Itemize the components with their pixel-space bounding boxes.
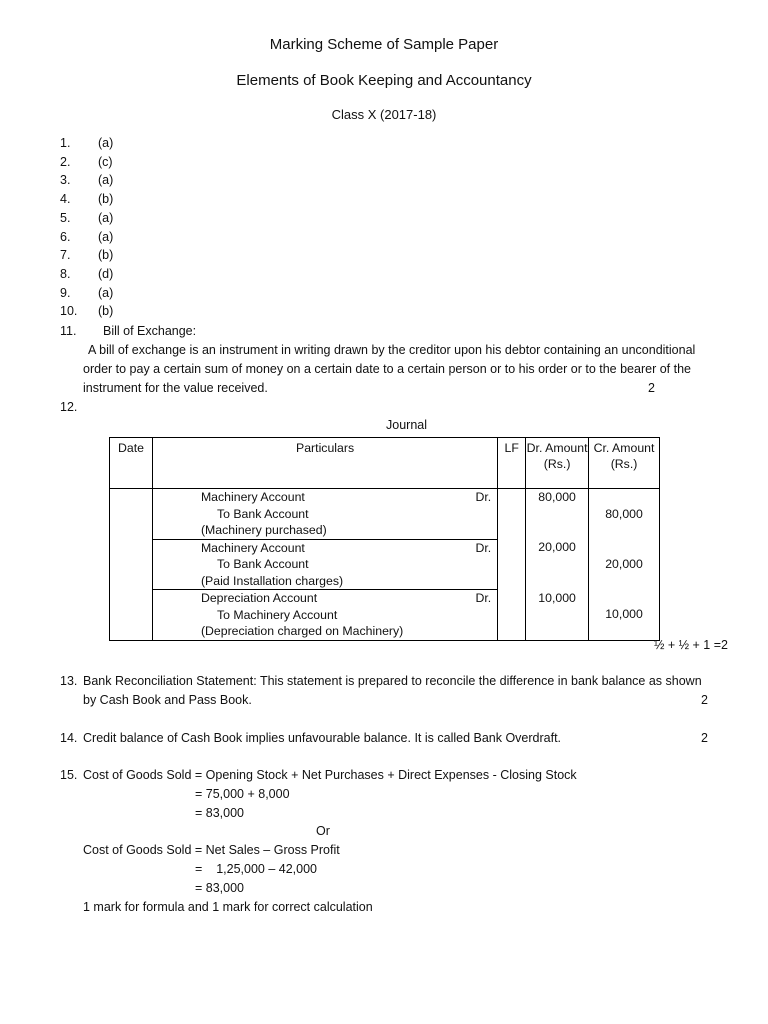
credit-account: To Bank Account [216, 506, 309, 521]
q11-marks: 2 [648, 381, 655, 395]
answer-number: 5. [60, 210, 71, 225]
narration: (Machinery purchased) [200, 523, 327, 537]
journal-header-row [110, 438, 660, 489]
q13-marks: 2 [701, 693, 708, 707]
class-line: Class X (2017-18) [331, 107, 437, 122]
q13-line-2: by Cash Book and Pass Book. [83, 693, 252, 707]
debit-account: Machinery Account [200, 540, 305, 555]
q11-line-1: A bill of exchange is an instrument in writing drawn by the creditor upon his debtor containing an unconditional [88, 343, 696, 357]
q15-calc-2a: = 1,25,000 – 42,000 [195, 862, 317, 876]
dr-amount-label: Dr. Amount (Rs.) [526, 441, 588, 471]
answer-number: 4. [60, 192, 71, 207]
debit-account: Machinery Account [200, 490, 305, 504]
answer-number: 2. [60, 154, 71, 169]
answer-option: (a) [98, 173, 114, 188]
page-subtitle: Elements of Book Keeping and Accountancy [236, 72, 532, 89]
q11-line-3: instrument for the value received. [83, 381, 268, 395]
answer-option: (c) [98, 154, 113, 169]
answer-number: 1. [60, 136, 71, 150]
dr-marker: Dr. [475, 540, 492, 555]
q15-calc-1a: = 75,000 + 8,000 [195, 787, 290, 801]
answer-option: (d) [98, 266, 114, 281]
cr-amount-cell [589, 489, 660, 540]
q15-calc-2b: = 83,000 [195, 881, 245, 895]
dr-amount: 10,000 [538, 590, 576, 605]
answer-option: (b) [98, 304, 114, 319]
q11-number: 11. [60, 324, 77, 338]
particulars-cell [152, 489, 497, 540]
particulars-cell [152, 590, 497, 641]
journal-title: Journal [386, 418, 427, 432]
q15-or: Or [316, 824, 330, 838]
answer-option: (a) [98, 285, 114, 300]
answer-option: (a) [98, 136, 114, 150]
cr-amount-label: Cr. Amount (Rs.) [593, 441, 655, 471]
journal-entry [110, 539, 660, 590]
q11-heading: Bill of Exchange: [103, 324, 197, 338]
dr-marker: Dr. [475, 591, 492, 605]
cr-amount: 20,000 [605, 556, 643, 571]
journal-entry [110, 489, 660, 540]
cr-amount: 10,000 [605, 607, 643, 621]
q15-note: 1 mark for formula and 1 mark for correct calculation [83, 900, 373, 914]
page-title: Marking Scheme of Sample Paper [269, 36, 499, 53]
q13-number: 13. [60, 674, 78, 688]
col-date: Date [110, 438, 153, 489]
q15-formula-1: Cost of Goods Sold = Opening Stock + Net Purchases + Direct Expenses - Closing Stock [83, 768, 577, 782]
cr-amount: 80,000 [605, 506, 643, 521]
credit-account: To Machinery Account [216, 607, 338, 622]
dr-marker: Dr. [475, 490, 492, 504]
answer-number: 8. [60, 266, 71, 281]
q12-marks: ½ + ½ + 1 =2 [653, 638, 728, 652]
q15-number: 15. [60, 768, 78, 782]
dr-amount-cell [526, 489, 589, 540]
particulars-cell [152, 539, 497, 590]
answer-option: (a) [98, 229, 114, 244]
narration: (Depreciation charged on Machinery) [200, 624, 404, 638]
col-cr-amount [589, 438, 660, 489]
q15-formula-2: Cost of Goods Sold = Net Sales – Gross Profit [83, 843, 340, 857]
narration: (Paid Installation charges) [200, 573, 344, 588]
dr-amount: 20,000 [538, 540, 576, 554]
answer-option: (a) [98, 210, 114, 225]
lf-cell [498, 489, 526, 641]
dr-amount: 80,000 [538, 490, 576, 504]
answer-number: 9. [60, 285, 71, 300]
q13-line-1: Bank Reconciliation Statement: This statement is prepared to reconcile the difference in bank balance as shown [83, 674, 702, 688]
answer-option: (b) [98, 248, 114, 263]
cr-amount-cell [589, 590, 660, 641]
q15-calc-1b: = 83,000 [195, 806, 245, 820]
q11-line-2: order to pay a certain sum of money on a certain date to a certain person or to his order or to the bearer of the [83, 362, 691, 376]
journal-table [109, 437, 660, 641]
credit-account: To Bank Account [216, 557, 309, 571]
answer-number: 6. [60, 229, 71, 244]
col-lf: LF [498, 438, 526, 489]
dr-amount-cell [526, 539, 589, 590]
q14-number: 14. [60, 731, 78, 745]
answer-number: 7. [60, 248, 71, 263]
date-cell [110, 489, 153, 641]
cr-amount-cell [589, 539, 660, 590]
answer-number: 10. [60, 304, 78, 319]
answer-number: 3. [60, 173, 71, 188]
dr-amount-cell [526, 590, 589, 641]
q12-number: 12. [60, 400, 78, 414]
col-dr-amount [526, 438, 589, 489]
answer-option: (b) [98, 192, 114, 207]
col-particulars: Particulars [152, 438, 497, 489]
q14-marks: 2 [701, 731, 708, 745]
journal-entry [110, 590, 660, 641]
q14-text: Credit balance of Cash Book implies unfavourable balance. It is called Bank Overdraft. [83, 731, 562, 745]
debit-account: Depreciation Account [200, 591, 318, 605]
